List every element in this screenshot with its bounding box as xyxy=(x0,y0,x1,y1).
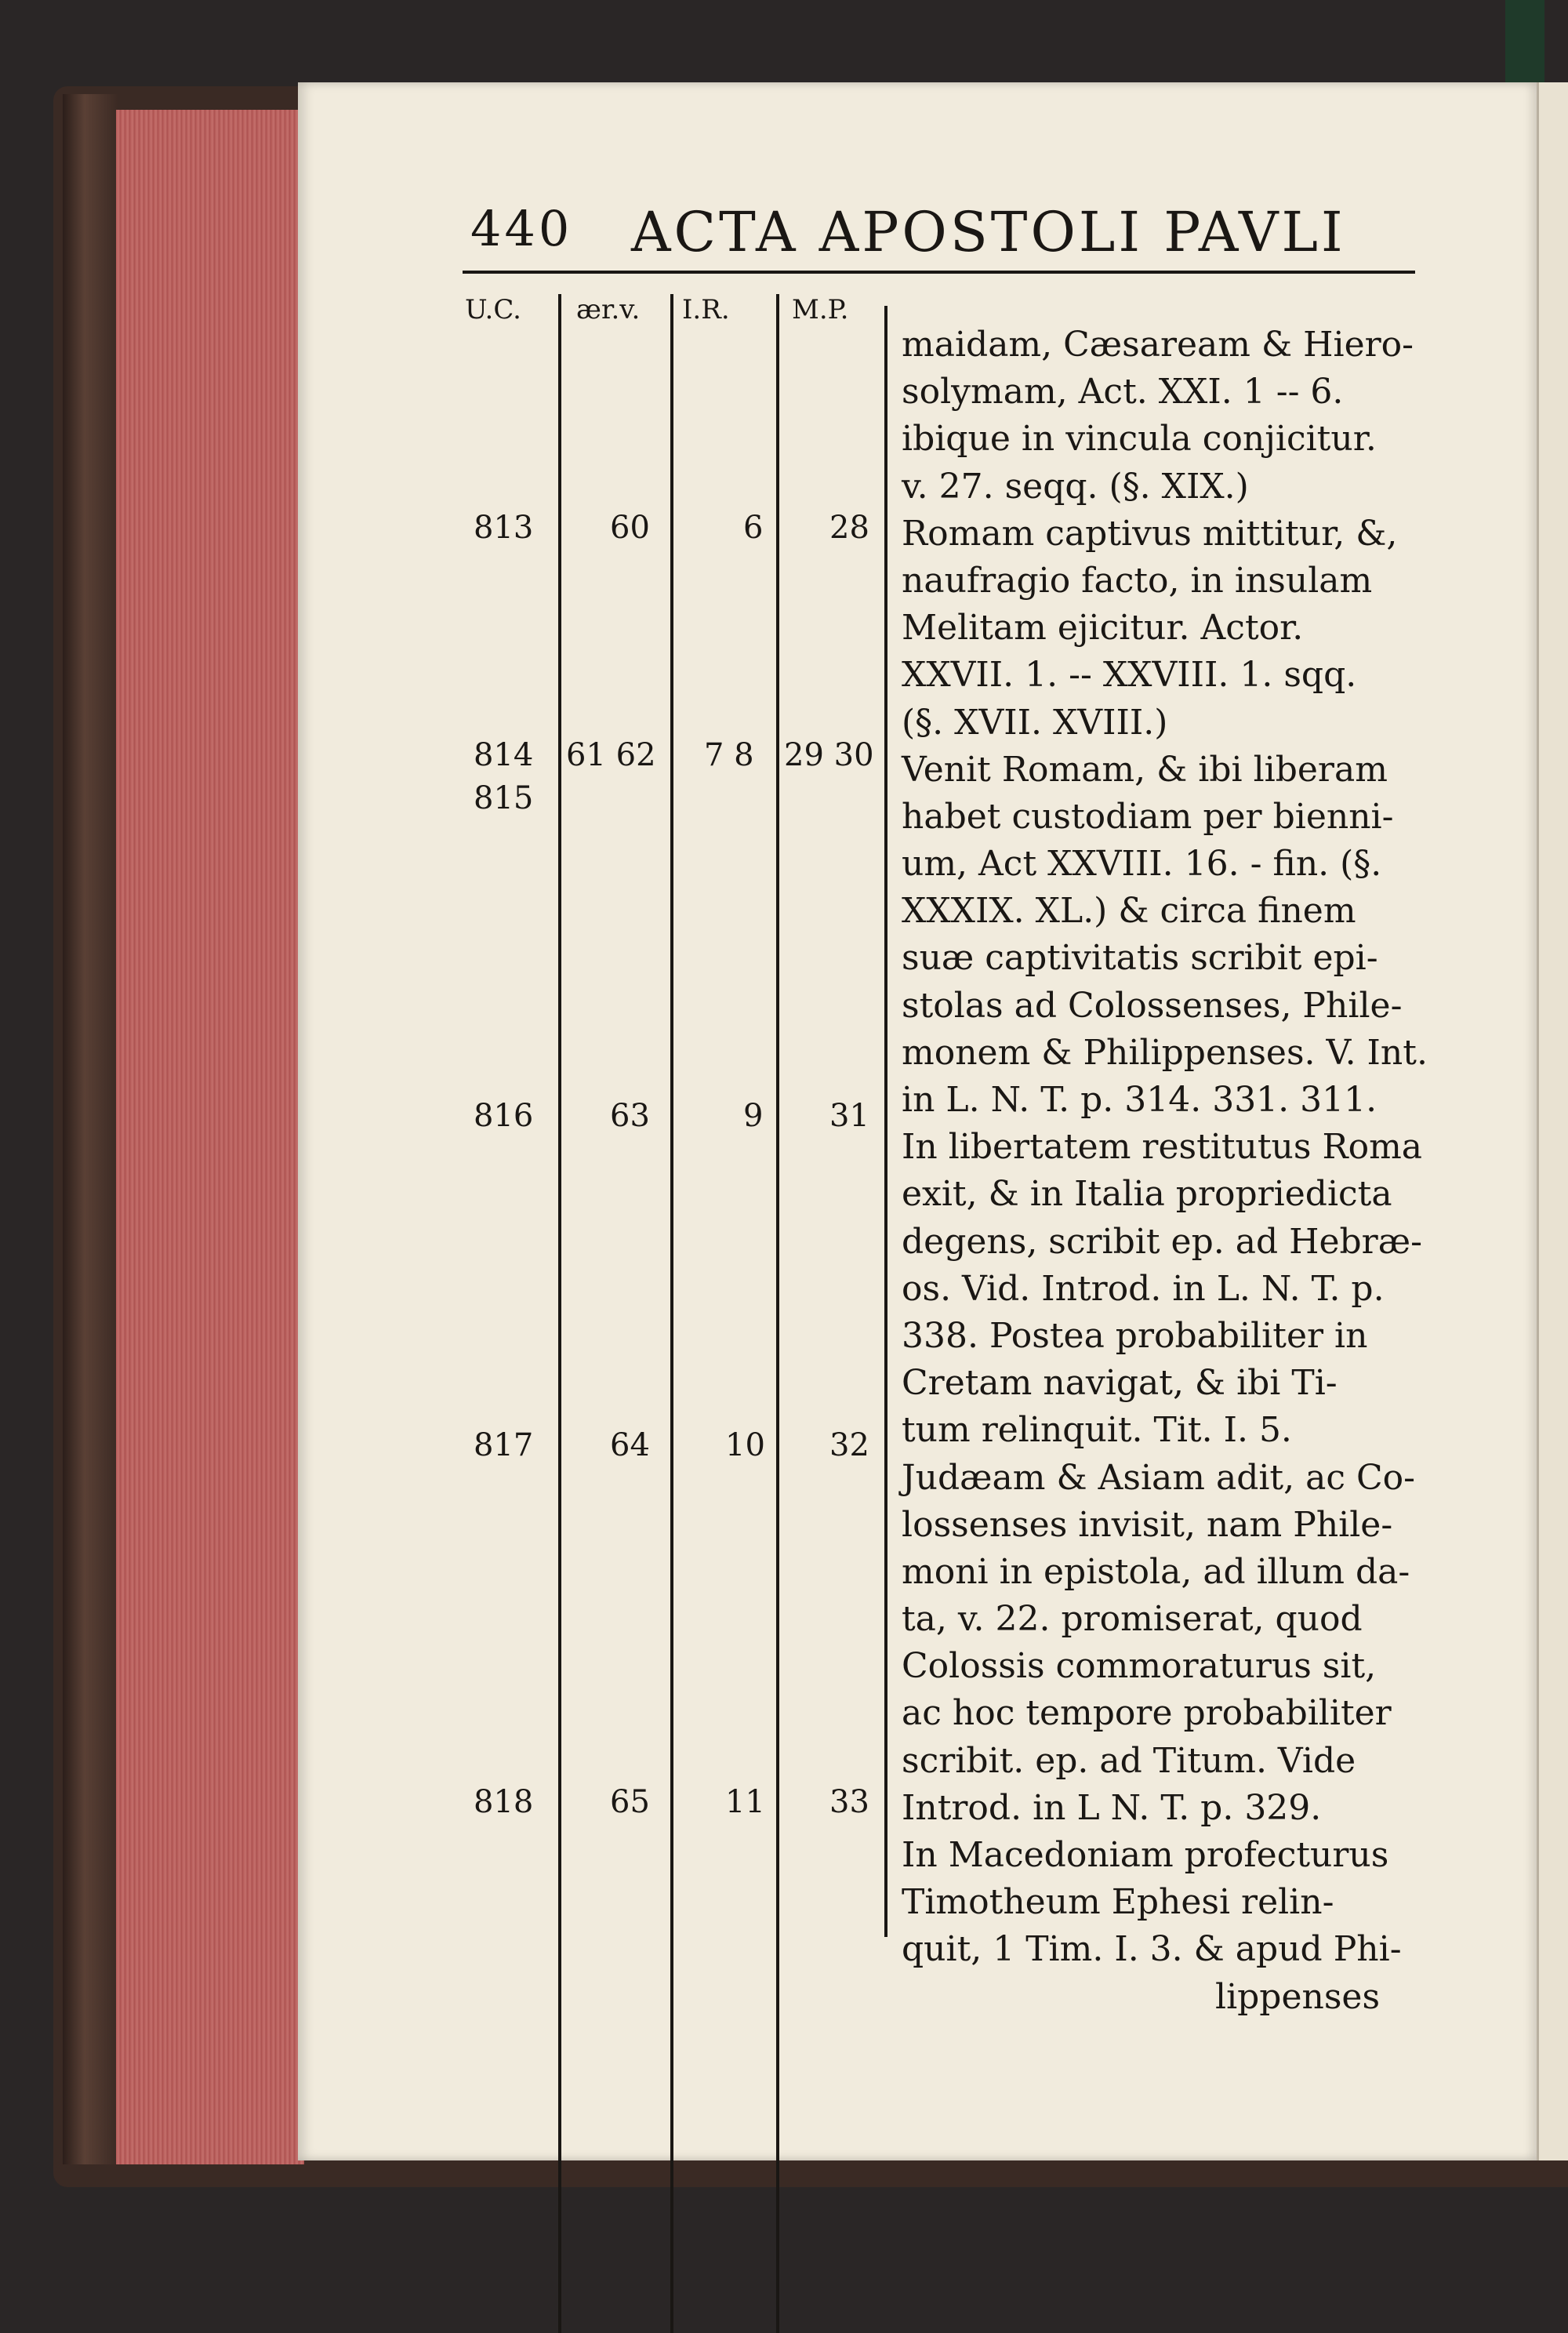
aer-year: 63 xyxy=(610,1098,650,1134)
text-line: In Macedoniam profecturus xyxy=(902,1835,1389,1875)
mp-year: 28 xyxy=(829,510,869,546)
ir-year: 7 8 xyxy=(704,737,754,773)
text-line: quit, 1 Tim. I. 3. & apud Phi- xyxy=(902,1929,1402,1970)
mp-year: 31 xyxy=(829,1098,869,1134)
text-line: lippenses xyxy=(1215,1976,1381,2017)
ir-year: 11 xyxy=(725,1784,765,1820)
text-line: Cretam navigat, & ibi Ti- xyxy=(902,1363,1338,1404)
text-line: ibique in vincula conjicitur. xyxy=(902,419,1377,460)
chronicle-text xyxy=(902,322,1427,2021)
text-line: stolas ad Colossenses, Phile- xyxy=(902,985,1403,1026)
text-line: in L. N. T. p. 314. 331. 311. xyxy=(902,1080,1377,1120)
text-line: ac hoc tempore probabiliter xyxy=(902,1693,1392,1734)
uc-year: 815 xyxy=(474,780,534,816)
text-line: Introd. in L N. T. p. 329. xyxy=(902,1787,1322,1828)
text-line: Judæam & Asiam adit, ac Co- xyxy=(902,1457,1415,1498)
text-line: Venit Romam, & ibi liberam xyxy=(902,749,1388,790)
header-rule xyxy=(463,271,1415,274)
column-rule xyxy=(670,294,673,2333)
ir-year: 10 xyxy=(725,1427,765,1463)
text-line: maidam, Cæsaream & Hiero- xyxy=(902,325,1414,365)
text-line: (§. XVII. XVIII.) xyxy=(902,702,1168,743)
column-header-aer: ær.v. xyxy=(576,294,641,325)
mp-year: 33 xyxy=(829,1784,869,1820)
text-line: scribit. ep. ad Titum. Vide xyxy=(902,1740,1356,1781)
text-line: habet custodiam per bienni- xyxy=(902,796,1394,837)
text-line: v. 27. seqq. (§. XIX.) xyxy=(902,466,1249,507)
uc-year: 813 xyxy=(474,510,534,546)
text-line: moni in epistola, ad illum da- xyxy=(902,1551,1410,1592)
uc-year: 816 xyxy=(474,1098,534,1134)
column-rule xyxy=(558,294,561,2333)
facing-page-edge xyxy=(1537,82,1568,2160)
text-line: tum relinquit. Tit. I. 5. xyxy=(902,1410,1292,1451)
text-line: exit, & in Italia propriedicta xyxy=(902,1174,1392,1215)
text-line: XXVII. 1. -- XXVIII. 1. sqq. xyxy=(902,655,1357,696)
page-edges xyxy=(116,110,304,2164)
text-line: suæ captivitatis scribit epi- xyxy=(902,938,1378,979)
aer-year: 64 xyxy=(610,1427,650,1463)
text-line: monem & Philippenses. V. Int. xyxy=(902,1032,1428,1073)
text-line: degens, scribit ep. ad Hebræ- xyxy=(902,1221,1422,1262)
aer-year: 61 62 xyxy=(566,737,656,773)
text-line: lossenses invisit, nam Phile- xyxy=(902,1504,1393,1545)
text-line: naufragio facto, in insulam xyxy=(902,560,1373,601)
text-line: Timotheum Ephesi relin- xyxy=(902,1882,1334,1923)
running-title: ACTA APOSTOLI PAVLI xyxy=(631,200,1346,264)
uc-year: 818 xyxy=(474,1784,534,1820)
uc-year: 814 xyxy=(474,737,534,773)
column-header-uc: U.C. xyxy=(465,294,521,325)
column-header-mp: M.P. xyxy=(792,294,849,325)
column-header-ir: I.R. xyxy=(682,294,730,325)
text-line: Romam captivus mittitur, &, xyxy=(902,513,1398,554)
ir-year: 6 xyxy=(743,510,764,546)
page-number: 440 xyxy=(470,200,573,257)
page-header xyxy=(470,200,1411,271)
column-rule xyxy=(884,306,887,1937)
column-rule xyxy=(776,294,779,2333)
mp-year: 29 30 xyxy=(784,737,874,773)
text-line: 338. Postea probabiliter in xyxy=(902,1315,1368,1356)
mp-year: 32 xyxy=(829,1427,869,1463)
uc-year: 817 xyxy=(474,1427,534,1463)
text-line: os. Vid. Introd. in L. N. T. p. xyxy=(902,1268,1385,1309)
text-line: XXXIX. XL.) & circa finem xyxy=(902,891,1356,932)
text-line: ta, v. 22. promiserat, quod xyxy=(902,1599,1363,1640)
text-line: In libertatem restitutus Roma xyxy=(902,1127,1423,1168)
text-line: Colossis commoraturus sit, xyxy=(902,1646,1377,1687)
text-line: Melitam ejicitur. Actor. xyxy=(902,608,1304,649)
aer-year: 65 xyxy=(610,1784,650,1820)
book-spine xyxy=(63,94,118,2164)
aer-year: 60 xyxy=(610,510,650,546)
ir-year: 9 xyxy=(743,1098,764,1134)
text-line: solymam, Act. XXI. 1 -- 6. xyxy=(902,372,1344,412)
text-line: um, Act XXVIII. 16. - fin. (§. xyxy=(902,844,1382,885)
